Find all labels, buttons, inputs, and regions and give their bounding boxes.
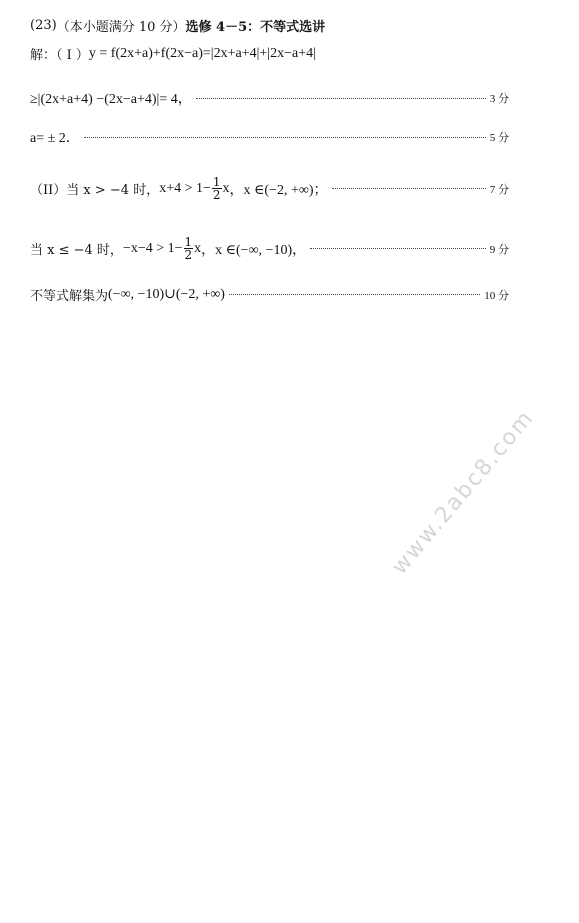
- inequality-2: −x−4 > 1−: [122, 240, 183, 256]
- formula-1: y = f(2x+a)+f(2x−a)=|2x+a+4|+|2x−a+4|: [88, 45, 316, 61]
- score-3: 3 分: [489, 93, 509, 105]
- dotted-leader: [84, 137, 486, 138]
- solution-line-1: [30, 44, 509, 63]
- final-label: 不等式解集为: [30, 289, 109, 304]
- formula-2: ≥|(2x+a+4) −(2x−a+4)|= 4，: [30, 92, 192, 107]
- problem-topic: 选修 4－5：不等式选讲: [185, 20, 326, 35]
- final-set: (−∞, −10)∪(−2, +∞): [108, 287, 225, 302]
- fraction-half: $\frac{1}{2}$: [184, 235, 193, 262]
- solution-line-2: [30, 88, 509, 108]
- solution-line-3: [30, 127, 509, 147]
- score-9: 9 分: [489, 243, 509, 256]
- variable-x: x: [194, 240, 202, 256]
- range-1: ，x ∈(−2, +∞)；: [229, 182, 328, 198]
- dotted-leader: [196, 98, 486, 99]
- score-10: 10 分: [484, 289, 509, 302]
- fraction-half: $\frac{1}{2}$: [212, 175, 221, 202]
- formula-3: a= ± 2．: [30, 131, 80, 146]
- variable-x: x: [222, 180, 230, 196]
- problem-header: [30, 16, 509, 35]
- watermark: www.2abc8.com: [387, 405, 540, 580]
- inequality-1: x+4 > 1−: [159, 180, 211, 196]
- problem-number: (23): [30, 18, 57, 33]
- score-7: 7 分: [489, 183, 509, 196]
- solution-line-4: [30, 176, 509, 201]
- dotted-leader: [310, 248, 486, 249]
- score-5: 5 分: [489, 132, 509, 144]
- part2-label: （II）当 x > −4 时，: [30, 183, 160, 198]
- part1-label: 解：（ I ）: [30, 48, 89, 63]
- solution-line-6: [30, 285, 509, 304]
- problem-note: （本小题满分 10 分）: [56, 20, 186, 35]
- dotted-leader: [229, 294, 480, 295]
- range-2: ，x ∈(−∞, −10)，: [201, 242, 307, 258]
- solution-line-5: [30, 236, 509, 261]
- dotted-leader: [332, 188, 486, 189]
- case2-label: 当 x ≤ −4 时，: [30, 243, 123, 258]
